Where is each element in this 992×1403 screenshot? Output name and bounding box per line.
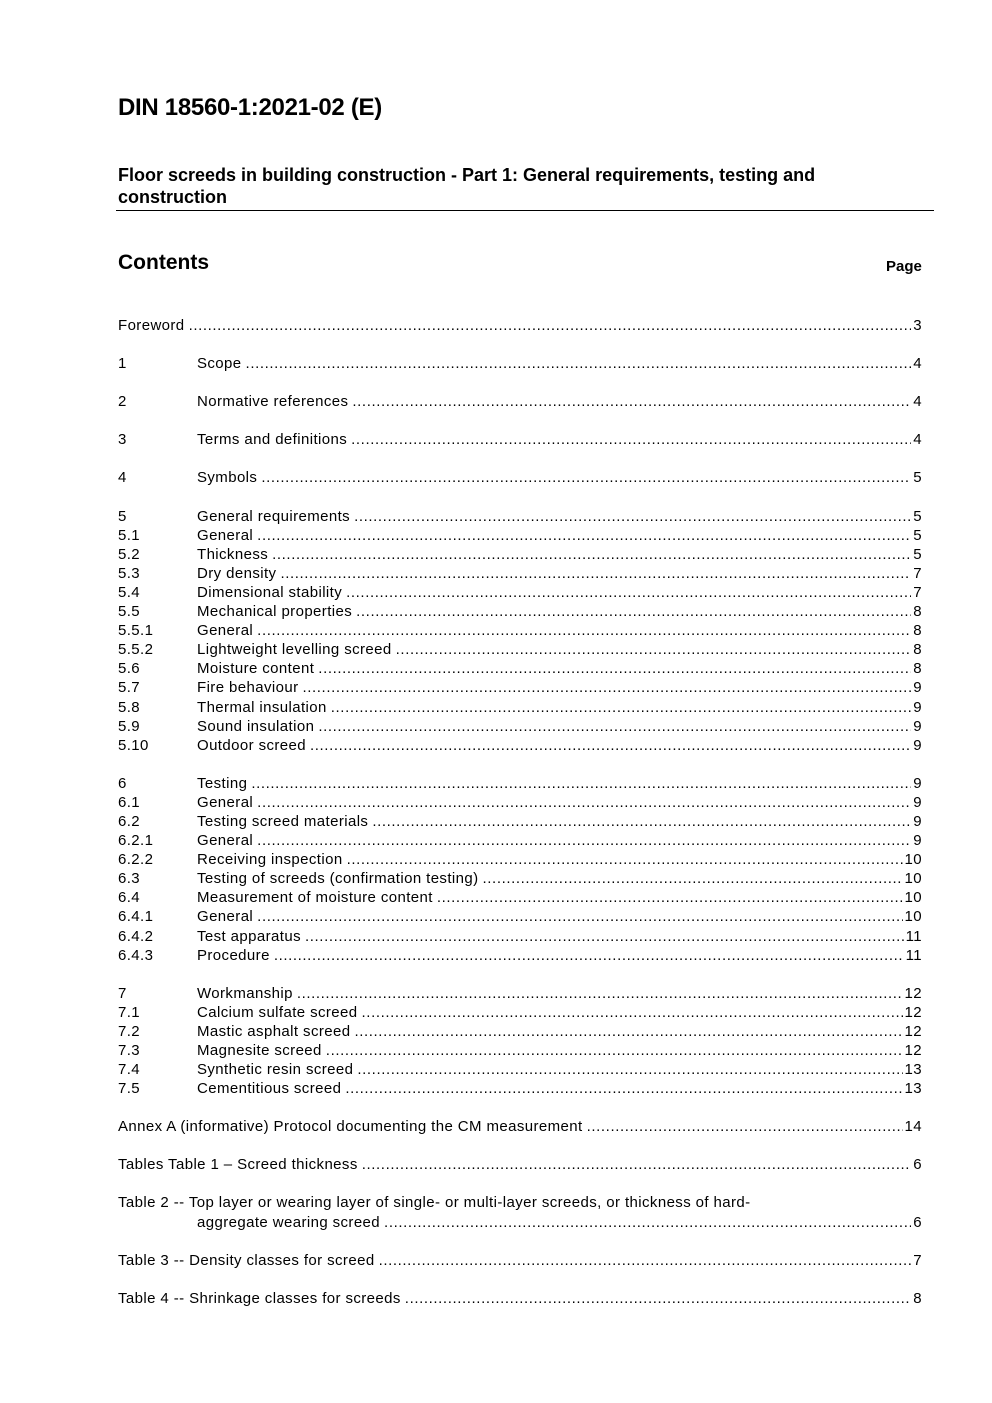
dot-leader (305, 928, 904, 945)
toc-entry-page: 11 (905, 927, 922, 945)
toc-entry-5[interactable] (118, 505, 922, 524)
toc-entry-page: 8 (913, 641, 922, 659)
toc-entry-number: 7.4 (118, 1061, 141, 1079)
toc-entry-6-2-2[interactable] (118, 849, 922, 868)
toc-entry-7-1[interactable] (118, 1002, 922, 1021)
toc-entry-title: General (197, 622, 254, 640)
toc-entry-title-line-1: Table 2 -- Top layer or wearing layer of single- or multi-layer screeds, or thickness of hard- (118, 1194, 751, 1212)
dot-leader (272, 546, 911, 563)
toc-entry-title: Measurement of moisture content (197, 889, 433, 907)
toc-entry-title: General (197, 832, 254, 850)
toc-entry-page: 5 (913, 545, 922, 563)
toc-entry-6-3[interactable] (118, 868, 922, 887)
toc-entry-page: 9 (913, 793, 922, 811)
toc-entry-6-1[interactable] (118, 792, 922, 811)
toc-entry-foreword[interactable] (118, 315, 922, 334)
toc-entry-page: 9 (913, 698, 922, 716)
dot-leader (297, 985, 903, 1002)
toc-entry-table-4[interactable] (118, 1288, 922, 1307)
toc-entry-title: Normative references (197, 393, 349, 411)
toc-entry-page: 12 (904, 1003, 922, 1021)
dot-leader (384, 1214, 911, 1231)
toc-entry-title: General (197, 908, 254, 926)
dot-leader (310, 737, 911, 754)
document-subtitle: Floor screeds in building construction - Part 1: General requirements, testing and construction (118, 165, 816, 207)
toc-entry-page: 13 (904, 1080, 922, 1098)
toc-entry-number: 5.5.2 (118, 641, 154, 659)
toc-entry-5-3[interactable] (118, 563, 922, 582)
toc-entry-number: 6.4 (118, 889, 141, 907)
toc-entry-table-3[interactable] (118, 1250, 922, 1269)
dot-leader (302, 679, 911, 696)
dot-leader (257, 908, 902, 925)
toc-entry-page: 4 (913, 355, 922, 373)
toc-entry-page: 8 (913, 622, 922, 640)
toc-entry-title: Testing (197, 774, 248, 792)
toc-entry-title: Sound insulation (197, 717, 315, 735)
dot-leader (257, 794, 911, 811)
toc-entry-5-5-1[interactable] (118, 620, 922, 639)
toc-entry-title: Workmanship (197, 984, 293, 1002)
toc-entry-5-6[interactable] (118, 658, 922, 677)
toc-entry-number: 6.1 (118, 793, 141, 811)
document-title: DIN 18560-1:2021-02 (E) (118, 94, 382, 121)
toc-entry-5-7[interactable] (118, 677, 922, 696)
toc-entry-page: 7 (913, 1251, 922, 1269)
contents-heading: Contents (118, 251, 209, 274)
toc-entry-title: Foreword (118, 317, 185, 335)
title-rule (116, 210, 934, 211)
toc-entry-page: 10 (904, 908, 922, 926)
dot-leader (345, 1080, 902, 1097)
toc-entry-table-1[interactable] (118, 1154, 922, 1173)
toc-entry-6-2-1[interactable] (118, 830, 922, 849)
toc-entry-6[interactable] (118, 773, 922, 792)
toc-entry-page: 8 (913, 603, 922, 621)
toc-entry-page: 3 (913, 317, 922, 335)
toc-entry-page: 14 (904, 1118, 922, 1136)
toc-entry-title: Test apparatus (197, 927, 301, 945)
toc-entry-page: 9 (913, 774, 922, 792)
toc-entry-page: 5 (913, 469, 922, 487)
toc-entry-page: 9 (913, 736, 922, 754)
dot-leader (372, 813, 911, 830)
toc-entry-title-line-2: aggregate wearing screed (197, 1213, 381, 1231)
toc-entry-title: Thickness (197, 545, 269, 563)
toc-entry-page: 9 (913, 717, 922, 735)
toc-entry-number: 5.6 (118, 660, 141, 678)
toc-entry-number: 6.4.2 (118, 927, 154, 945)
toc-entry-title: Dry density (197, 564, 277, 582)
dot-leader (362, 1156, 912, 1173)
toc-entry-7-2[interactable] (118, 1021, 922, 1040)
dot-leader (352, 393, 911, 410)
dot-leader (246, 355, 912, 372)
toc-entry-title: Outdoor screed (197, 736, 306, 754)
dot-leader (354, 508, 911, 525)
toc-entry-number: 7.3 (118, 1042, 141, 1059)
toc-entry-5-8[interactable] (118, 696, 922, 715)
toc-entry-title: General requirements (197, 507, 351, 525)
toc-entry-6-4[interactable] (118, 887, 922, 906)
toc-entry-number: 6.3 (118, 870, 141, 888)
toc-entry-title: Receiving inspection (197, 851, 343, 869)
dot-leader (318, 718, 911, 735)
toc-entry-5-2[interactable] (118, 544, 922, 563)
toc-entry-page: 7 (913, 564, 922, 582)
toc-entry-title: Magnesite screed (197, 1042, 322, 1059)
toc-entry-annex-a[interactable] (118, 1116, 922, 1135)
toc-entry-page: 9 (913, 832, 922, 850)
toc-entry-title: Table 3 -- Density classes for screed (118, 1251, 375, 1269)
toc-entry-page: 12 (904, 1022, 922, 1040)
toc-entry-title: Scope (197, 355, 242, 373)
toc-entry-page: 11 (905, 946, 922, 964)
toc-entry-number: 5.1 (118, 526, 141, 544)
toc-entry-title: Moisture content (197, 660, 315, 678)
toc-entry-title: Procedure (197, 946, 270, 964)
toc-entry-page: 4 (913, 393, 922, 411)
dot-leader (483, 870, 903, 887)
toc-entry-5-10[interactable] (118, 735, 922, 754)
dot-leader (356, 603, 911, 620)
toc-entry-6-4-1[interactable] (118, 906, 922, 925)
toc-entry-number: 6.4.3 (118, 946, 154, 964)
toc-entry-number: 7.5 (118, 1080, 141, 1098)
dot-leader (318, 660, 911, 677)
toc-entry-number: 6.2 (118, 812, 141, 830)
toc-entry-number: 7 (118, 984, 127, 1002)
toc-entry-page: 9 (913, 679, 922, 697)
toc-entry-6-2[interactable] (118, 811, 922, 830)
toc-entry-number: 6 (118, 774, 127, 792)
toc-entry-7-4[interactable] (118, 1059, 922, 1078)
dot-leader (257, 622, 911, 639)
toc-entry-7-5[interactable] (118, 1078, 922, 1097)
toc-entry-title: Testing of screeds (confirmation testing) (197, 870, 479, 888)
toc-entry-5-9[interactable] (118, 716, 922, 735)
page-column-heading: Page (886, 258, 922, 275)
toc-entry-page: 10 (904, 851, 922, 869)
toc-entry-number: 2 (118, 393, 127, 411)
dot-leader (357, 1061, 902, 1078)
toc-entry-page: 10 (904, 870, 922, 888)
toc-entry-page: 10 (904, 889, 922, 907)
toc-entry-number: 4 (118, 469, 127, 487)
toc-entry-number: 5.5.1 (118, 622, 154, 640)
toc-entry-4[interactable] (118, 467, 922, 486)
toc-entry-1[interactable] (118, 353, 922, 372)
toc-entry-5-1[interactable] (118, 525, 922, 544)
toc-entry-page: 8 (913, 1289, 922, 1307)
dot-leader (379, 1252, 912, 1269)
dot-leader (251, 775, 911, 792)
dot-leader (280, 565, 911, 582)
toc-entry-title: Testing screed materials (197, 812, 369, 830)
toc-entry-3[interactable] (118, 429, 922, 448)
toc-entry-page: 12 (904, 984, 922, 1002)
dot-leader (257, 527, 911, 544)
toc-entry-number: 7.1 (118, 1003, 141, 1021)
toc-entry-page: 12 (904, 1042, 922, 1059)
toc-entry-title: Mastic asphalt screed (197, 1022, 351, 1040)
toc-entry-page: 6 (913, 1213, 922, 1231)
toc-entry-title: Lightweight levelling screed (197, 641, 392, 659)
dot-leader (257, 832, 911, 849)
toc-entry-7-3[interactable] (118, 1040, 922, 1059)
dot-leader (346, 584, 911, 601)
dot-leader (362, 1004, 903, 1021)
toc-entry-number: 5 (118, 507, 127, 525)
dot-leader (437, 889, 903, 906)
toc-entry-title: Fire behaviour (197, 679, 299, 697)
dot-leader (326, 1042, 903, 1059)
toc-entry-title: Cementitious screed (197, 1080, 342, 1098)
toc-entry-title: Calcium sulfate screed (197, 1003, 358, 1021)
toc-entry-title: Table 4 -- Shrinkage classes for screeds (118, 1289, 401, 1307)
toc-entry-page: 5 (913, 507, 922, 525)
toc-entry-2[interactable] (118, 391, 922, 410)
toc-entry-page: 9 (913, 812, 922, 830)
toc-entry-title: Synthetic resin screed (197, 1061, 354, 1079)
dot-leader (189, 317, 912, 334)
toc-entry-number: 5.9 (118, 717, 141, 735)
toc-entry-title: General (197, 526, 254, 544)
toc-entry-number: 5.5 (118, 603, 141, 621)
dot-leader (405, 1290, 911, 1307)
toc-entry-title: Annex A (informative) Protocol documenting the CM measurement (118, 1118, 583, 1136)
toc-entry-number: 6.2.1 (118, 832, 154, 850)
toc-entry-number: 1 (118, 355, 127, 373)
toc-entry-title: Mechanical properties (197, 603, 353, 621)
toc-entry-number: 6.2.2 (118, 851, 154, 869)
toc-entry-page: 4 (913, 431, 922, 449)
toc-entry-number: 7.2 (118, 1022, 141, 1040)
toc-entry-page: 7 (913, 583, 922, 601)
toc-entry-5-5[interactable] (118, 601, 922, 620)
dot-leader (587, 1118, 903, 1135)
dot-leader (354, 1023, 902, 1040)
toc-entry-number: 5.4 (118, 583, 141, 601)
table-of-contents (118, 315, 922, 1307)
toc-entry-title: Tables Table 1 – Screed thickness (118, 1156, 358, 1174)
toc-entry-6-4-2[interactable] (118, 925, 922, 944)
toc-entry-page: 6 (913, 1156, 922, 1174)
toc-entry-number: 6.4.1 (118, 908, 154, 926)
toc-entry-6-4-3[interactable] (118, 945, 922, 964)
dot-leader (351, 431, 911, 448)
toc-entry-5-4[interactable] (118, 582, 922, 601)
toc-entry-page: 13 (904, 1061, 922, 1079)
toc-entry-title: General (197, 793, 254, 811)
toc-entry-7[interactable] (118, 983, 922, 1002)
toc-entry-number: 5.8 (118, 698, 141, 716)
toc-entry-title: Terms and definitions (197, 431, 348, 449)
dot-leader (331, 699, 911, 716)
toc-entry-5-5-2[interactable] (118, 639, 922, 658)
dot-leader (261, 469, 911, 486)
toc-entry-number: 5.7 (118, 679, 141, 697)
toc-entry-number: 3 (118, 431, 127, 449)
toc-entry-number: 5.10 (118, 736, 149, 754)
toc-entry-page: 8 (913, 660, 922, 678)
dot-leader (274, 947, 904, 964)
toc-entry-title: Symbols (197, 469, 258, 487)
toc-entry-number: 5.2 (118, 545, 141, 563)
dot-leader (396, 641, 912, 658)
toc-entry-page: 5 (913, 526, 922, 544)
toc-entry-number: 5.3 (118, 564, 141, 582)
toc-entry-title: Dimensional stability (197, 583, 343, 601)
toc-entry-table-2[interactable] (118, 1192, 922, 1230)
dot-leader (347, 851, 903, 868)
toc-entry-title: Thermal insulation (197, 698, 327, 716)
